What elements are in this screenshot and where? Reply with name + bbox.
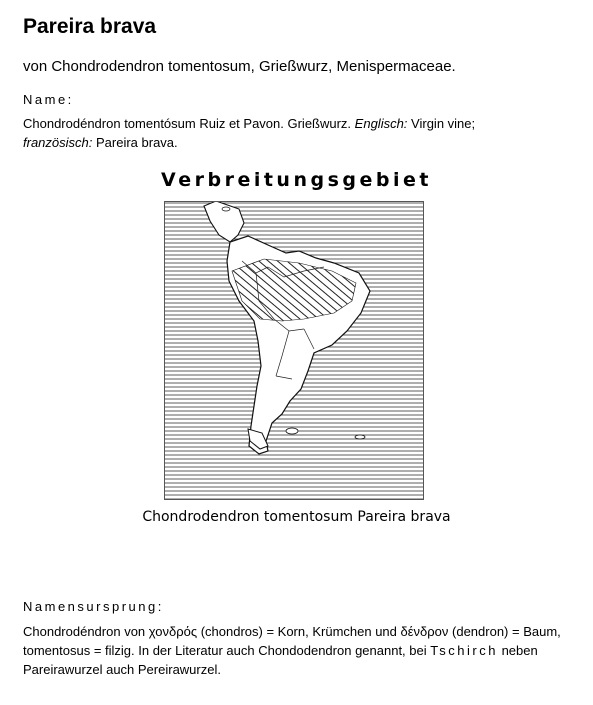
author-name: Tschirch: [430, 643, 498, 658]
page-subtitle: von Chondrodendron tomentosum, Grießwurz, Menispermaceae.: [23, 58, 456, 75]
french-name: Pareira brava.: [96, 135, 178, 150]
caribbean-island: [222, 207, 230, 211]
south-georgia: [355, 435, 365, 439]
origin-text-2: neben Pareirawurzel auch Pereirawurzel.: [23, 643, 538, 677]
map-heading: Verbreitungsgebiet: [161, 169, 432, 191]
name-paragraph: [23, 114, 573, 152]
map-graphic: [164, 201, 424, 500]
origin-paragraph: [23, 622, 573, 679]
map-caption: Chondrodendron tomentosum Pareira brava: [142, 509, 451, 525]
distribution-map: [164, 201, 424, 500]
english-label: Englisch:: [354, 116, 408, 131]
origin-label: Namensursprung:: [23, 599, 164, 614]
botanical-name: Chondrodéndron tomentósum Ruiz et Pavon. Grießwurz.: [23, 116, 352, 131]
page-title: Pareira brava: [23, 15, 157, 38]
french-label: französisch:: [23, 135, 93, 150]
name-label: Name:: [23, 92, 74, 107]
origin-text-1: Chondrodéndron von χονδρός (chondros) = Korn, Krümchen und δένδρον (dendron) = Baum, tomentosus = filzig. In der Literatur auch Chondodendron genannt, bei: [23, 624, 561, 658]
falkland-islands: [286, 428, 298, 434]
english-name: Virgin vine;: [411, 116, 476, 131]
